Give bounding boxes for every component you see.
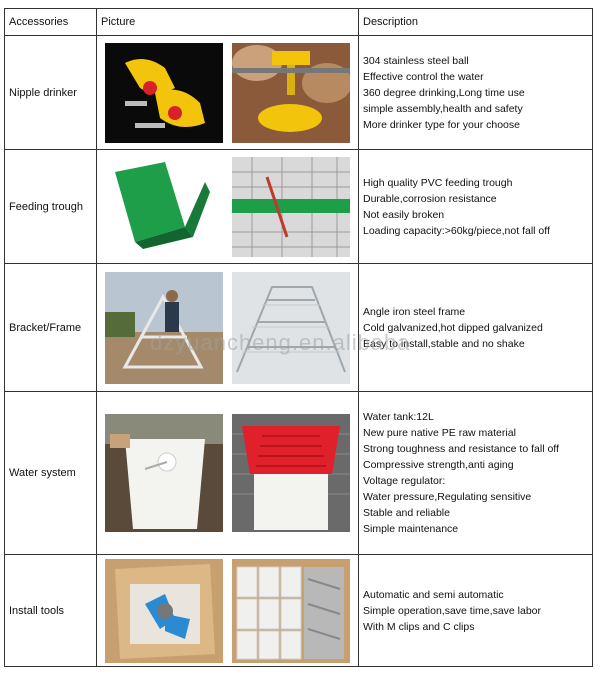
nipple-drinker-photo-2 [232, 43, 350, 143]
spec-table [4, 8, 593, 667]
description-line: 360 degree drinking,Long time use [363, 86, 525, 99]
description-line: Easy to install,stable and no shake [363, 337, 525, 350]
description-cell [359, 555, 593, 667]
table-row [5, 555, 593, 667]
accessory-name: Install tools [5, 555, 97, 667]
description-line: Loading capacity:>60kg/piece,not fall off [363, 224, 550, 237]
description-line: Automatic and semi automatic [363, 588, 504, 601]
accessory-name: Water system [5, 392, 97, 555]
bracket-frame-photo-1 [105, 272, 223, 384]
description-cell [359, 36, 593, 150]
bracket-frame-photo-2 [232, 272, 350, 384]
table-row [5, 150, 593, 264]
feeding-trough-photo-1 [105, 157, 223, 257]
watermark: dzyuancheng.en.alibaba [150, 330, 411, 355]
description-line: Compressive strength,anti aging [363, 459, 514, 471]
table-row [5, 392, 593, 555]
description-line: High quality PVC feeding trough [363, 176, 513, 189]
header-row [5, 9, 593, 36]
accessory-name: Nipple drinker [5, 36, 97, 150]
description-line: Effective control the water [363, 70, 484, 83]
nipple-drinker-photo-1 [105, 43, 223, 143]
description-line: Water tank:12L [363, 411, 434, 423]
description-cell [359, 392, 593, 555]
water-system-photo-2 [232, 414, 350, 532]
header-accessories: Accessories [5, 9, 97, 36]
description-line: Simple maintenance [363, 523, 459, 535]
description-line: Strong toughness and resistance to fall off [363, 443, 559, 455]
install-tools-photo-1 [105, 559, 223, 663]
table-row [5, 264, 593, 392]
picture-cell [97, 36, 359, 150]
feeding-trough-photo-2 [232, 157, 350, 257]
description-line: Not easily broken [363, 208, 445, 221]
description-line: More drinker type for your choose [363, 118, 520, 131]
description-line: Stable and reliable [363, 507, 450, 519]
description-line: Water pressure,Regulating sensitive [363, 491, 532, 503]
picture-cell [97, 150, 359, 264]
picture-cell [97, 555, 359, 667]
picture-cell [97, 392, 359, 555]
accessory-name: Feeding trough [5, 150, 97, 264]
header-picture: Picture [97, 9, 359, 36]
description-line: Durable,corrosion resistance [363, 192, 497, 205]
table-row [5, 36, 593, 150]
description-line: Voltage regulator: [363, 475, 446, 487]
install-tools-photo-2 [232, 559, 350, 663]
picture-cell [97, 264, 359, 392]
description-cell [359, 150, 593, 264]
description-line: simple assembly,health and safety [363, 102, 523, 115]
description-line: With M clips and C clips [363, 620, 475, 633]
description-line: Angle iron steel frame [363, 305, 466, 318]
description-line: Cold galvanized,hot dipped galvanized [363, 321, 543, 334]
water-system-photo-1 [105, 414, 223, 532]
header-description: Description [359, 9, 593, 36]
description-line: Simple operation,save time,save labor [363, 604, 542, 617]
accessory-name: Bracket/Frame [5, 264, 97, 392]
description-line: 304 stainless steel ball [363, 54, 469, 67]
description-cell [359, 264, 593, 392]
description-line: New pure native PE raw material [363, 427, 516, 439]
